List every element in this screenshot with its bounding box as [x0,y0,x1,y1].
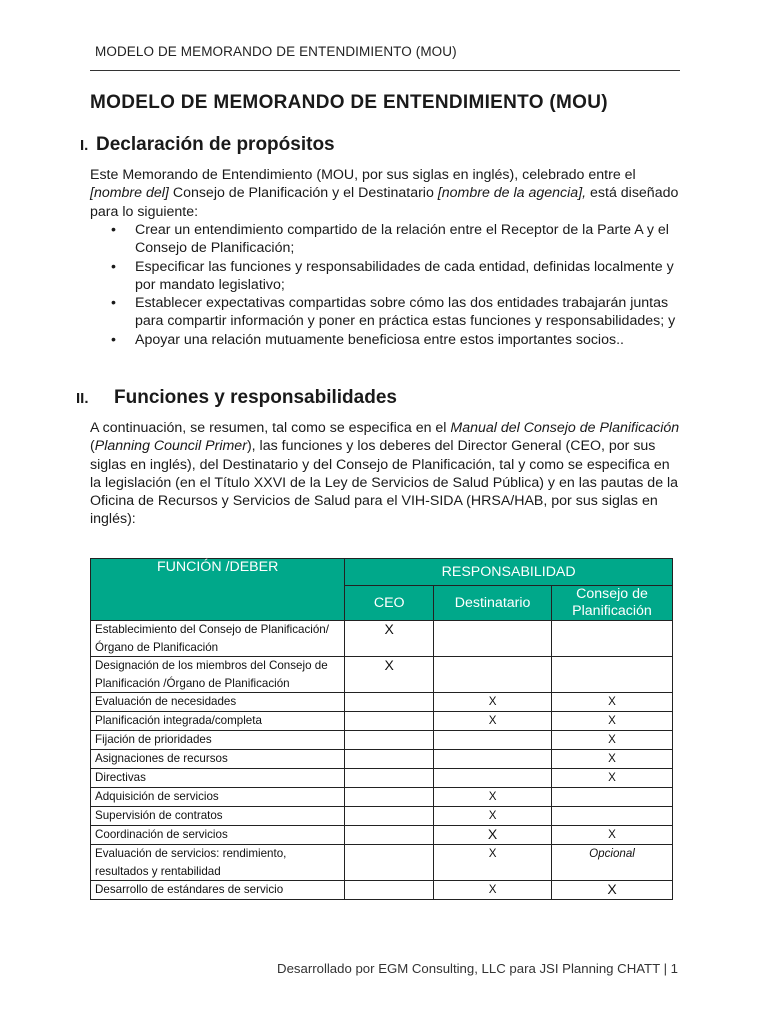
placeholder-council-name: [nombre del] [90,185,169,202]
table-row [91,693,673,712]
section-2-title: Funciones y responsabilidades [114,387,397,408]
ceo-cell [345,826,434,845]
destinatario-cell: X [434,788,552,807]
table-row [91,731,673,750]
intro-text: ), las funciones y los deberes del Director General (CEO, por sus siglas en inglés), del Destinatario y del Consejo de Planificación, tal y como se especifica en la legislación (en el Título XXVI de la Ley de Servicios de Salud Pública) y en las pautas de la Oficina de Recursos y Servicios de Salud para el VIH-SIDA (HRSA/HAB, por sus siglas en inglés): [90,438,679,528]
function-cell: Designación de los miembros del Consejo de Planificación /Órgano de Planificación [91,657,345,693]
consejo-cell: X [552,731,673,750]
consejo-cell: Opcional [552,845,673,881]
destinatario-cell: X [434,845,552,881]
section-1-number: I. [80,137,89,154]
table-row [91,769,673,788]
table-row [91,621,673,657]
function-cell: Evaluación de necesidades [91,693,345,712]
purpose-item: • Establecer expectativas compartidas sobre cómo las dos entidades trabajarán juntas para compartir información y poner en práctica estas funciones y responsabilidades; y [108,294,680,331]
function-cell: Establecimiento del Consejo de Planificación/Órgano de Planificación [91,621,345,657]
table-row [91,845,673,881]
table-row [91,750,673,769]
placeholder-agency-name: [nombre de la agencia], [437,185,587,202]
section-1-title: Declaración de propósitos [96,134,335,155]
destinatario-cell [434,769,552,788]
intro-text: ( [90,438,95,455]
header-divider [90,70,680,71]
consejo-cell: X [552,693,673,712]
consejo-cell: X [552,750,673,769]
ceo-cell [345,788,434,807]
function-cell: Fijación de prioridades [91,731,345,750]
intro-text: A continuación, se resumen, tal como se especifica en el [90,420,451,436]
table-row [91,807,673,826]
intro-text: Este Memorando de Entendimiento (MOU, por sus siglas en inglés), celebrado entre el [90,167,636,183]
manual-title: Manual del Consejo de Planificación [450,420,680,436]
ceo-cell: X [345,621,434,657]
table-row [91,881,673,900]
document-title: MODELO DE MEMORANDO DE ENTENDIMIENTO (MOU) [90,92,608,113]
ceo-cell [345,769,434,788]
destinatario-cell: X [434,712,552,731]
consejo-cell: X [552,769,673,788]
function-cell: Coordinación de servicios [91,826,345,845]
table-row [91,657,673,693]
primer-title: Planning Council Primer [94,438,247,455]
section-1-intro [90,166,680,221]
responsibility-table [90,558,673,900]
header-destinatario: Destinatario [434,586,552,621]
destinatario-cell: X [434,807,552,826]
header-responsibility: RESPONSABILIDAD [345,559,673,586]
purpose-list [108,221,680,349]
function-cell: Adquisición de servicios [91,788,345,807]
ceo-cell: X [345,657,434,693]
purpose-item: • Crear un entendimiento compartido de la relación entre el Receptor de la Parte A y el Consejo de Planificación; [108,221,680,258]
consejo-cell [552,788,673,807]
destinatario-cell: X [434,826,552,845]
header-ceo: CEO [345,586,434,621]
destinatario-cell [434,657,552,693]
consejo-cell [552,657,673,693]
purpose-item: • Especificar las funciones y responsabilidades de cada entidad, definidas localmente y por mandato legislativo; [108,258,680,295]
ceo-cell [345,712,434,731]
function-cell: Directivas [91,769,345,788]
destinatario-cell [434,621,552,657]
table-row [91,712,673,731]
function-cell: Planificación integrada/completa [91,712,345,731]
destinatario-cell [434,750,552,769]
consejo-cell [552,621,673,657]
ceo-cell [345,881,434,900]
ceo-cell [345,845,434,881]
purpose-item: • Apoyar una relación mutuamente beneficiosa entre estos importantes socios.. [108,331,680,349]
page-footer: Desarrollado por EGM Consulting, LLC para JSI Planning CHATT | 1 [277,961,678,976]
section-1-heading [80,134,335,156]
ceo-cell [345,750,434,769]
table-row [91,788,673,807]
consejo-cell: X [552,881,673,900]
destinatario-cell: X [434,693,552,712]
section-2-number: II. [76,390,89,407]
ceo-cell [345,731,434,750]
header-consejo: Consejo de Planificación [552,586,673,621]
consejo-cell: X [552,826,673,845]
destinatario-cell [434,731,552,750]
section-2-intro [90,419,680,529]
consejo-cell: X [552,712,673,731]
destinatario-cell: X [434,881,552,900]
intro-text: está diseñado para lo siguiente: [90,185,679,220]
function-cell: Asignaciones de recursos [91,750,345,769]
section-2-heading [76,387,397,409]
running-header: MODELO DE MEMORANDO DE ENTENDIMIENTO (MOU) [95,44,457,59]
function-cell: Evaluación de servicios: rendimiento, resultados y rentabilidad [91,845,345,881]
ceo-cell [345,693,434,712]
intro-text: Consejo de Planificación y el Destinatario [168,185,438,202]
function-cell: Desarrollo de estándares de servicio [91,881,345,900]
header-function: FUNCIÓN /DEBER [91,559,345,621]
consejo-cell [552,807,673,826]
function-cell: Supervisión de contratos [91,807,345,826]
table-row [91,826,673,845]
ceo-cell [345,807,434,826]
